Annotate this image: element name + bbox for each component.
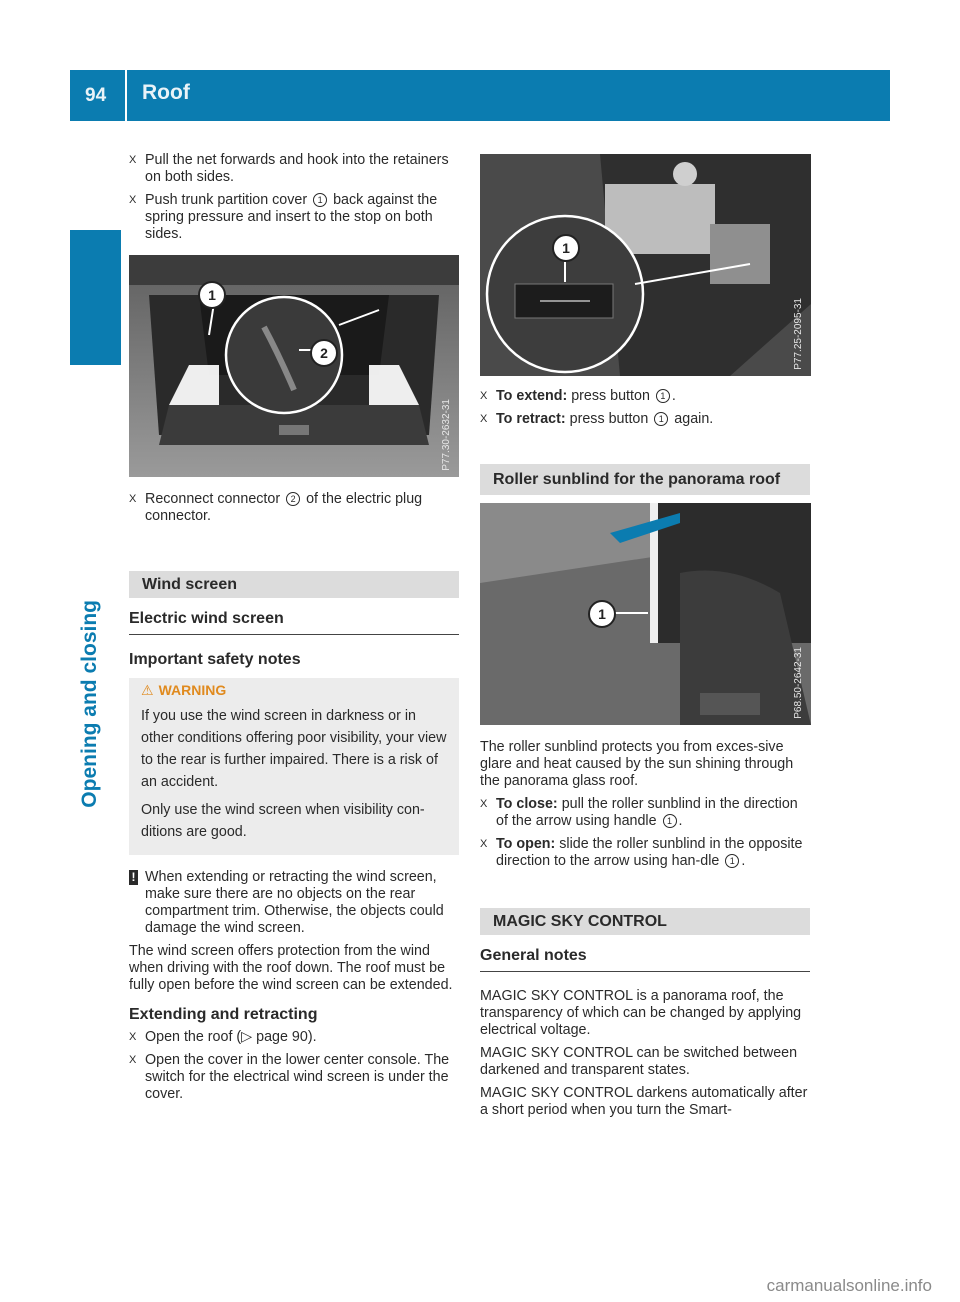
- warning-icon: ⚠: [141, 682, 154, 698]
- callout-ref: 1: [313, 193, 327, 207]
- trunk-illustration: [129, 255, 459, 477]
- page-ref-icon: ▷: [241, 1029, 253, 1045]
- subsubsection-heading: Extending and retracting: [129, 1006, 318, 1023]
- step-arrow-icon: X: [480, 390, 488, 402]
- body-paragraph: MAGIC SKY CONTROL darkens automatically after a short period when you turn the Smart-: [480, 1085, 808, 1118]
- callout-ref: 1: [656, 389, 670, 403]
- chapter-label: Opening and closing: [78, 600, 101, 808]
- chapter-tab: [70, 230, 121, 365]
- page-number: 94: [85, 85, 107, 106]
- page-link[interactable]: page 90: [256, 1029, 308, 1045]
- subsection-heading: General notes: [480, 947, 810, 972]
- body-paragraph: MAGIC SKY CONTROL can be switched between darkened and transparent states.: [480, 1045, 798, 1078]
- callout-ref: 2: [286, 492, 300, 506]
- step-text: press button: [569, 411, 649, 427]
- page-header: [70, 70, 890, 121]
- callout-ref: 1: [663, 814, 677, 828]
- notice-text: When extending or retracting the wind screen, make sure there are no objects on the rear compartment trim. Otherwise, the objects could damage the wind screen.: [145, 869, 444, 936]
- step-arrow-icon: X: [129, 493, 137, 505]
- step-text: Reconnect connector: [145, 491, 281, 507]
- instruction-step: [480, 411, 810, 428]
- step-text: .: [678, 813, 683, 829]
- subsection-heading: Electric wind screen: [129, 610, 459, 635]
- step-arrow-icon: X: [480, 413, 488, 425]
- step-arrow-icon: X: [480, 838, 488, 850]
- step-text: slide the roller sunblind in the opposite direction to the arrow using han-dle: [496, 836, 803, 869]
- callout-ref: 1: [654, 412, 668, 426]
- step-label: To retract:: [496, 411, 566, 427]
- body-paragraph: The wind screen offers protection from the wind when driving with the roof down. The roof must be fully open before the wind screen can be extended.: [129, 943, 453, 993]
- notice-icon: !: [129, 870, 138, 885]
- step-label: To close:: [496, 796, 558, 812]
- step-arrow-icon: X: [480, 798, 488, 810]
- notice: [129, 869, 459, 937]
- step-text: .: [741, 853, 746, 869]
- warning-text: Only use the wind screen when visibility con-ditions are good.: [141, 802, 425, 840]
- step-text: back against the spring pressure and insert to the stop on both sides.: [145, 192, 438, 242]
- section-heading-bar: Wind screen: [129, 571, 459, 598]
- callout-1: 1: [552, 234, 580, 262]
- callout-2: 2: [310, 339, 338, 367]
- step-arrow-icon: X: [129, 1054, 137, 1066]
- instruction-step: [129, 491, 459, 525]
- right-column: [480, 152, 810, 1125]
- header-divider: [125, 70, 127, 121]
- warning-title: [141, 682, 447, 699]
- callout-1: 1: [588, 600, 616, 628]
- body-paragraph: The roller sunblind protects you from exces-sive glare and heat caused by the sun shining through the panorama glass roof.: [480, 739, 794, 789]
- section-heading-bar: MAGIC SKY CONTROL: [480, 908, 810, 935]
- step-text: again.: [674, 411, 714, 427]
- step-label: To extend:: [496, 388, 568, 404]
- warning-text: If you use the wind screen in darkness or in other conditions offering poor visibility, your view to the rear is further impaired. There is a risk of an accident.: [141, 708, 447, 790]
- step-text: .: [671, 388, 676, 404]
- figure-code: P77.30-2632-31: [441, 399, 452, 471]
- step-text: Open the cover in the lower center console. The switch for the electrical wind screen is under the cover.: [145, 1052, 450, 1102]
- left-column: [129, 152, 459, 1109]
- instruction-step: [129, 1052, 459, 1103]
- step-arrow-icon: X: [129, 154, 137, 166]
- section-heading-bar: Roller sunblind for the panorama roof: [480, 464, 810, 495]
- step-text: ).: [307, 1029, 317, 1045]
- instruction-step: [129, 152, 459, 186]
- instruction-step: [129, 192, 459, 243]
- instruction-step: [480, 796, 810, 830]
- step-label: To open:: [496, 836, 556, 852]
- instruction-step: [480, 836, 810, 870]
- step-text: Pull the net forwards and hook into the retainers on both sides.: [145, 152, 449, 185]
- step-text: press button: [571, 388, 650, 404]
- console-illustration: [480, 154, 811, 376]
- warning-label: WARNING: [158, 682, 227, 698]
- callout-ref: 1: [725, 854, 739, 868]
- step-text: of the electric plug connector.: [145, 491, 423, 524]
- instruction-step: [480, 388, 810, 405]
- body-paragraph: MAGIC SKY CONTROL is a panorama roof, the transparency of which can be changed by applying electrical voltage.: [480, 988, 802, 1038]
- figure-code: P68.50-2642-31: [793, 647, 804, 719]
- step-text: pull the roller sunblind in the direction of the arrow using handle: [496, 796, 798, 829]
- console-figure: [480, 154, 811, 376]
- step-text: Open the roof (: [145, 1029, 242, 1045]
- warning-box: [129, 678, 459, 855]
- step-arrow-icon: X: [129, 194, 137, 206]
- sunblind-illustration: [480, 503, 811, 725]
- site-watermark: carmanualsonline.info: [766, 1276, 932, 1295]
- step-arrow-icon: X: [129, 1031, 137, 1043]
- subsubsection-heading: Important safety notes: [129, 651, 301, 668]
- callout-1: 1: [198, 281, 226, 309]
- instruction-step: [129, 1029, 459, 1046]
- step-text: Push trunk partition cover: [145, 192, 308, 208]
- sunblind-figure: [480, 503, 811, 725]
- trunk-figure: [129, 255, 459, 477]
- section-title: Roof: [142, 81, 190, 104]
- figure-code: P77.25-2095-31: [793, 298, 804, 370]
